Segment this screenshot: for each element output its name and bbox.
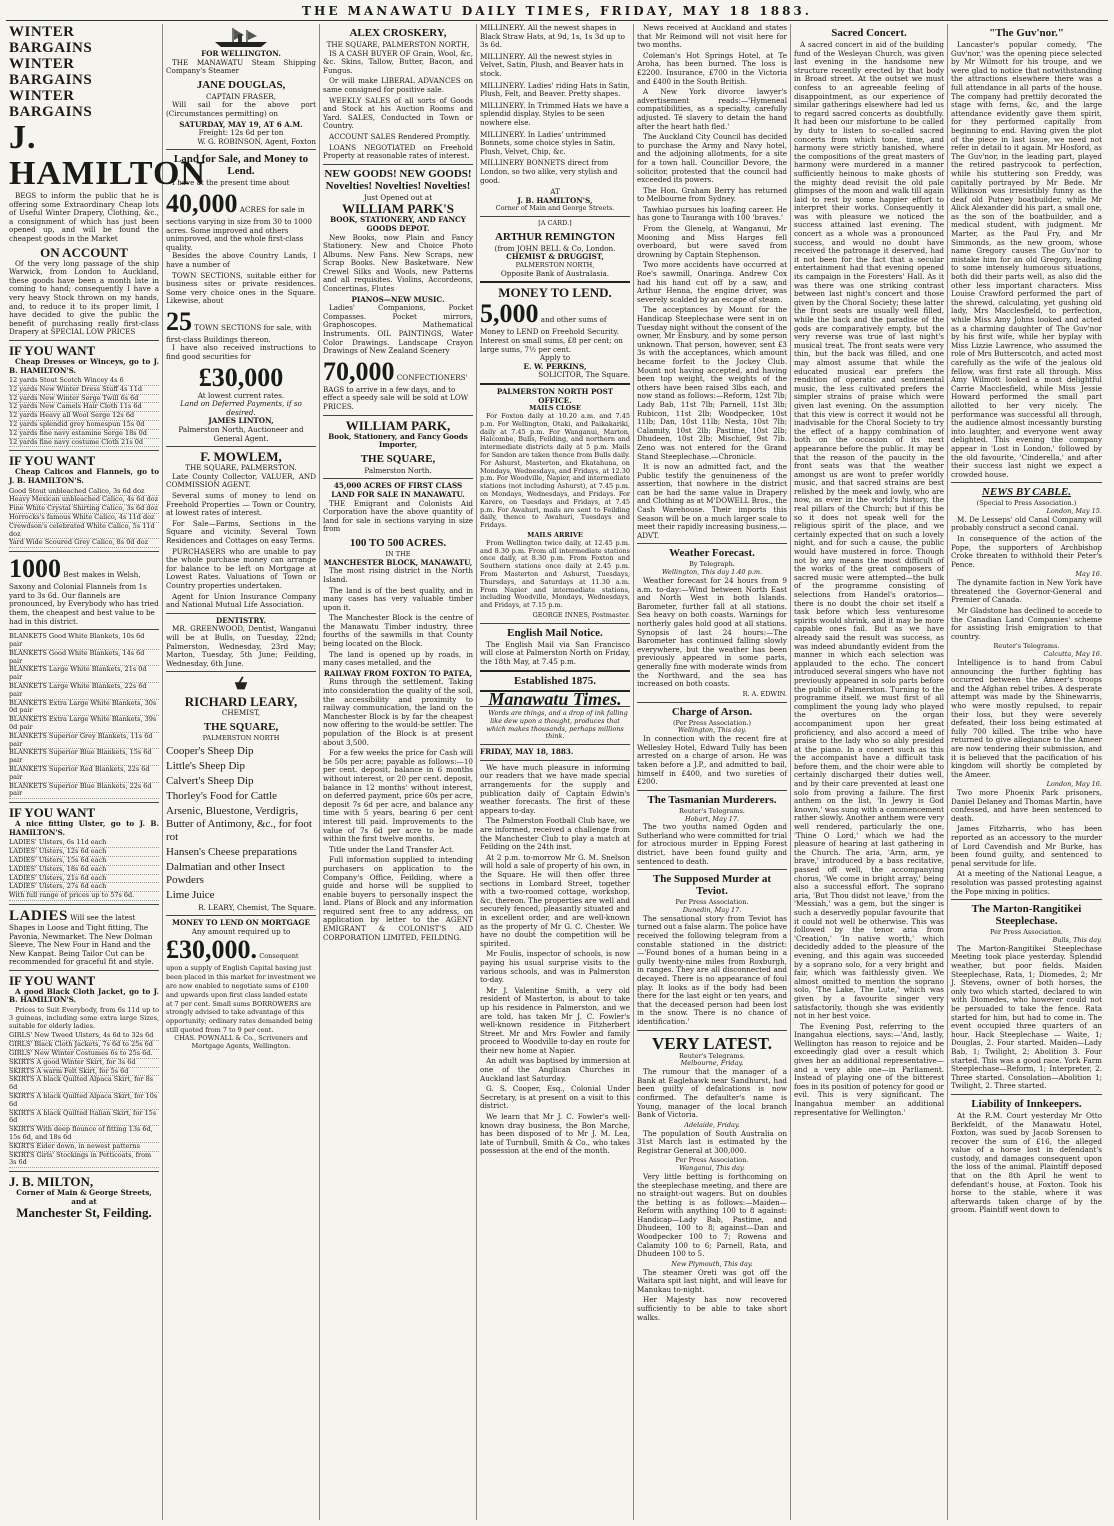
blanket-line: BLANKETS Extra Large White Blankets, 30s 0d pair xyxy=(9,700,159,717)
p7: From the Glenelg, at Wanganui, Mr Mooning and Miss Harges fell overboard, but were saved from drowning by Captain Stephenson. xyxy=(637,224,787,259)
milton-address: Corner of Main & George Streets, and at xyxy=(16,1188,152,1206)
adelaide-text: The population of South Australia on 31st March last is estimated by the Registrar General at 300,000. xyxy=(637,1128,787,1155)
acres-text: ACRES for sale in sections varying in size from 30 to 1000 acres. Some improved and others unimproved, and the whole first-class quality. xyxy=(166,204,313,252)
products-list xyxy=(166,745,316,902)
p9: The acceptances by Mount for the Handicap Steeplechase were sent in on Tuesday night without the consent of the owner, Mr Ensbury, and by some person unknown. That person, however, sent £3 3s with the acceptances, which amount became forfeit to the Jockey Club. Mount not having accepted, and having been top weight, the weights of the others have been raised 3lbs each, and now stand as follows:—Reform, 12st 7lb; Lady Bab, 11st 7lb; Parnell, 11st 3lb; Rubicon, 11st 2lb; Woodpecker, 10st 11lb; Dan, 10st 11lb; Nesta, 10st 7lb; Calamity, 10st 2lb; Pastime, 10st 2lb; Dhudeen, 10st 2lb; Mischief, 9st 7lb. Zeno was not entered for the Grand Stand Steeplechase.—Chronicle. xyxy=(637,305,787,461)
want2-text: Cheap Calicos and Flannels, go to J. B. HAMILTON'S. xyxy=(9,467,159,486)
plymouth-text: The steamer Oreti was got off the Waitara spit last night, and will leave for Manukau to-night. xyxy=(637,1267,787,1294)
milton-name: J. B. MILTON, xyxy=(9,1174,94,1190)
skirt-line: SKIRTS A black Quilted Alpaca Skirt, for 8s 6d xyxy=(9,1076,159,1093)
latest-dateline: Melbourne, Friday. xyxy=(680,1059,744,1068)
foulis: Mr Foulis, inspector of schools, is now paying his usual surprise visits to the various schools, and was in Palmerston to-day. xyxy=(480,949,630,985)
price-line: Horrocks's famous White Calico, 4s 11d doz xyxy=(9,514,159,523)
winter-bargains-1: WINTER BARGAINS xyxy=(9,24,93,56)
p6: Tawhiao pursues his loafing career. He has gone to Tauranga with 100 'braves.' xyxy=(637,204,787,223)
land-intro: I have at the present time about xyxy=(172,178,290,188)
n1000: 1000 xyxy=(9,554,61,584)
weekly: WEEKLY SALES of all sorts of Goods and Stock at his Auction Rooms and Yard. SALES, Conducted in Town or Country. xyxy=(323,95,473,131)
marton-text: The Marton-Rangitikei Steeplechase Meeting took place yesterday. Splendid weather, but poor fields. Maiden Steeplechase, Rata, 1; Diomedes, 2; Mr J. Stevens, owner of both horses, the only two which started, declared to win with Diomedes, who however could not be persuaded to take the fence. Rata started for him, but had to come in. The event occupied three quarters of an hour. Hack Steeplechase — Waite, 1; Douglas, 2. Four started. Maiden—Lady Bab, 1; Twilight, 2; Abolition 3. Four started. This was a good race. York Farm Steeplechase—Reform, 1; Interpreter, 2. Three started. Consolation—Abolition 1; Twilight, 2. Three started. xyxy=(951,943,1102,1091)
weather-dateline: Wellington, This day 1.40 p.m. xyxy=(661,568,763,577)
want4-text: A good Black Cloth Jacket, go to J. B. HAMILTON'S. xyxy=(9,986,159,1005)
guvnor-heading: "The Guv'nor." xyxy=(989,27,1064,39)
mortgage-sum: £30,000. xyxy=(166,935,257,965)
card: [A CARD.] xyxy=(538,219,572,228)
acres-title: 45,000 ACRES OF FIRST CLASS LAND FOR SALE IN MANAWATU. xyxy=(331,481,465,499)
cable-dateline2: May 16. xyxy=(1075,570,1102,579)
cable-dateline: London, May 15. xyxy=(1046,507,1102,516)
adult: An adult was baptised by immersion at one of the Anglican Churches in Auckland last Saturday. xyxy=(480,1056,630,1083)
ulster-line: With full range of prices up to 57s 6d. xyxy=(9,892,159,901)
millinery-item: MILLINERY. Ladies' riding Hats in Satin, Plush, Felt, and Beaver. Pretty shapes. xyxy=(480,80,630,99)
want4-heading: IF YOU WANT xyxy=(9,972,96,988)
cable-text3: The dynamite faction in New York have threatened the Governor-General and Premier of Canada. xyxy=(951,578,1102,605)
mails-arrive: MAILS ARRIVE xyxy=(527,530,583,539)
ulster-line: LADIES' Ulsters, 15s 6d each xyxy=(9,857,159,866)
steamer-text: THE MANAWATU Steam Shipping Company's Steamer xyxy=(166,57,316,76)
concert-heading: Sacred Concert. xyxy=(831,27,907,39)
purchasers: PURCHASERS who are unable to pay the whole purchase money can arrange for balance to be left on Mortgage at Lowest Rates. Valuations of Town or Country properties undertaken. xyxy=(166,546,316,590)
cable-text1: M. De Lesseps' old Canal Company will probably construct a second canal. xyxy=(951,514,1102,533)
skirts-list xyxy=(9,1059,159,1168)
ulster-line: LADIES' Ulsters, 27s 6d each xyxy=(9,883,159,892)
greenwood: MR. GREENWOOD, Dentist, Wanganui will be at Bulls, on Tuesday, 22nd; Palmerston, Wednesday, 23rd May; Marton, Tuesday, 5th June; Feilding, Wednesday, 6th June. xyxy=(166,624,316,668)
close-text: For Foxton daily at 10.20 a.m. and 7.45 p.m. For Wellington, Otaki, and Paikakariki, daily at 7.45 p.m. For Wanganui, Marton, Halcombe, Bulls, Feilding, and northern and intermediate districts daily at 5 p.m. Mails for Sandon are taken thence from Bulls daily. For Ashurst, Masterton, and Ekatahuna, on Mondays, Wednesdays, and Fridays, at 12.30 p.m. For Woodville, Napier, and intermediate stations (not including Ashurst), at 7.45 p.m. on Mondays, Wednesdays, and Fridays. For Karere, on Tuesdays and Fridays, at 7.45 p.m. For Awahuri, mails are sent to Feilding daily, thence to Awahuri, Tuesdays and Fridays. xyxy=(480,412,630,530)
park3: WILLIAM PARK, xyxy=(345,417,451,433)
n1000-text: Best makes in Welsh, Saxony and Colonial Flannels from 1s yard to 3s 6d. Our flannels are pronounced, by Everybody who has tried them, the cheapest and best value to be had in this district. xyxy=(9,570,159,626)
weather-heading: Weather Forecast. xyxy=(669,547,755,560)
ladies-heading: LADIES xyxy=(9,907,68,924)
rates: At lowest current rates. xyxy=(197,390,285,400)
confection: CONFECTIONERS' BAGS to arrive in a few days, and to effect a speedy sale will be sold at LOW PRICES. xyxy=(323,372,469,411)
mortar-icon xyxy=(232,675,250,693)
ship-icon xyxy=(211,26,271,48)
latest-reuter: Reuter's Telegrams. xyxy=(679,1051,745,1060)
farms: For Sale—Farms, Sections in the Square and vicinity. Several Town Residences and Cottages on easy Terms. xyxy=(166,518,316,545)
leary: RICHARD LEARY, xyxy=(184,694,298,710)
editorial: We have much pleasure in informing our readers that we have made special arrangements for the supply and publication daily of Captain Edwin's weather forecasts. The first of these appears to-day. xyxy=(480,762,630,815)
corner: Corner of Main and George Streets. xyxy=(495,204,615,213)
title-act: Title under the Land Transfer Act. xyxy=(329,844,455,854)
millinery-item: MILLINERY BONNETS direct from London, so two alike, very stylish and good. xyxy=(480,158,618,185)
blanket-line: BLANKETS Superior Blue Blankets, 15s 6d pair xyxy=(9,749,159,766)
jackets-text: Prices to Suit Everybody, from 6s 11d up to 3 guineas, including some extra large Sizes, suitable for elderly ladies. xyxy=(9,1006,159,1030)
tasmanian-heading: The Tasmanian Murderers. xyxy=(647,793,777,806)
linton2: Palmerston North, Auctioneer and General Agent. xyxy=(178,425,304,443)
millinery-item: MILLINERY. All the newest shapes in Black Straw Hats, at 9d, 1s, 1s 3d up to 3s 6d. xyxy=(480,23,625,50)
park2: BOOK, STATIONERY, AND FANCY GOODS DEPOT. xyxy=(330,215,466,233)
skirt-line: SKIRTS A black Quilted Alpaca Skirt, for 10s 6d xyxy=(9,1092,158,1108)
cable-dateline3: Calcutta, May 16. xyxy=(1043,650,1102,659)
mails-close: MAILS CLOSE xyxy=(529,404,581,413)
in-the: IN THE xyxy=(385,549,411,558)
crosskery: ALEX CROSKERY, xyxy=(349,27,447,39)
mowlem3: Late County Collector, VALUER, AND COMMISSION AGENT. xyxy=(166,471,316,490)
millinery-list xyxy=(480,24,630,185)
product-line: Arsenic, Bluestone, Verdigris, Butter of Antimony, &c., for foot rot xyxy=(166,804,312,843)
deferred: Land on Deferred Payments, if so desired. xyxy=(180,399,302,417)
manchester: MANCHESTER BLOCK, MANAWATU, xyxy=(323,557,473,567)
sail-date: SATURDAY, MAY 19, AT 6 A.M. xyxy=(179,119,303,129)
blanket-line: BLANKETS Superior Blue Blankets, 22s 6d pair xyxy=(9,783,159,800)
price-line: 12 yards New Winter Dress Stuff 4s 11d xyxy=(9,386,159,395)
product-line: Calvert's Sheep Dip xyxy=(166,774,254,787)
wanganui-text: Very little betting is forthcoming on the steeplechase meeting, and there are no straight-out wagers. But on doubles the betting is as follows:—Maiden—Reform with anything 100 to 8 against: Handicap—Lady Bab, Pastime, and Dhudeen, 100 to 8; against—Dan and Woodpecker 100 to 7; Rowena and Calamity 100 to 6; Parnell, Rata, and Dhudeen 100 to 5. xyxy=(637,1171,787,1259)
begs-text: BEGS to inform the public that he is offering some Extraordinary Cheap lots of Useful Winter Drapery, Clothing, &c., a consignment of which has just been opened up, and will be found the cheapest goods in the Market xyxy=(9,191,159,243)
agent: W. G. ROBINSON, Agent, Foxton xyxy=(197,136,316,146)
sail-text: Will sail for the above port (Circumstances permitting) on xyxy=(166,100,316,118)
p4: The Auckland City Council has decided to purchase the Army and Navy hotel, and the adjoining allotments, for a site for a town hall. Councillor Devore, the solicitor, protested that the council had exceeded its powers. xyxy=(637,132,787,185)
cable-heading: NEWS BY CABLE. xyxy=(981,486,1072,499)
prices1-list xyxy=(9,377,159,447)
want3-heading: IF YOU WANT xyxy=(9,805,96,821)
blanket-line: BLANKETS Large White Blankets, 22s 6d pair xyxy=(9,683,159,700)
evening-post: The Evening Post, referring to the Inangahua elections, says:—'And, lastly, Wellington has reason to rejoice and be exceedingly glad over a result which gives her an additional representative—and a very able one—in Parliament. Instead of playing one of the bitterest foes in its position of potency for good or evil. This is very significant. The Inangahua member an additional representative for Wellington.' xyxy=(794,1021,944,1117)
teviot-dateline: Dunedin, May 17. xyxy=(682,906,742,915)
land-title: Land for Sale, and Money to Lend. xyxy=(173,153,309,178)
ulster-line: LADIES' Ulsters, 6s 11d each xyxy=(9,839,159,848)
arson-text: In connection with the recent fire at Wellesley Hotel, Edward Tully has been arrested on a charge of arson. He was taken before a J.P., and admitted to bail, himself in £400, and two sureties of £200. xyxy=(637,734,787,787)
for-wellington: FOR WELLINGTON. xyxy=(201,49,281,58)
column-3 xyxy=(320,24,477,1520)
freight: Freight: 12s 6d per ton xyxy=(198,128,284,138)
price-line: 12 yards New Winter Serge Twill 6s 6d xyxy=(9,395,159,404)
want2-heading: IF YOU WANT xyxy=(9,453,96,469)
park4: Book, Stationery, and Fancy Goods Importer, xyxy=(328,431,468,450)
arson-dateline: Wellington, This day. xyxy=(677,726,747,735)
price-line: Good Stout unbleached Calico, 3s 6d doz xyxy=(9,488,159,497)
n25: 25 xyxy=(166,306,192,336)
want1-heading: IF YOU WANT xyxy=(9,342,96,358)
innes: GEORGE INNES, Postmaster. xyxy=(532,610,630,619)
adelaide: Adelaide, Friday. xyxy=(684,1120,740,1129)
union: Agent for Union Insurance Company and National Mutual Life Association. xyxy=(166,591,316,610)
rising: The most rising district in the North Island. xyxy=(323,566,473,584)
cable-text5: Intelligence is to hand from Cabul announcing the further fighting has occurred between the Ameer's troops and the Afghan rebel tribes. A desperate attempt was made by the Shinewarris, who were mostly repulsed, to repair their loss, but they were severely defeated, their loss being estimated at fully 700 killed. The tribe who have returned to give allegiance to the Ameer are now tendering their submission, and it is believed that the pacification of his kingdom will shortly be completed by the Ameer. xyxy=(951,657,1102,779)
blanket-line: BLANKETS Good White Blankets, 14s 6d pair xyxy=(9,650,159,667)
tas-reuter: Reuter's Telegrams. xyxy=(679,806,745,815)
want1-text: Cheap Dresses or Winceys, go to J. B. HAMILTON'S. xyxy=(9,356,159,375)
established: Established 1875. xyxy=(514,674,596,687)
cable-dateline4: London, May 16. xyxy=(1046,780,1102,789)
crosskery2: THE SQUARE, PALMERSTON NORTH, xyxy=(326,40,470,49)
sale: At 2 p.m. to-morrow Mr G. M. Snelson will hold a sale of property of his own, in the Square. He will then offer three sections in Lombard Street, together with a two-roomed cottage, workshop, &c, thereon. The properties are well and securely fenced, pleasantly situated and in excellent order, and are well-known as the property of Mr G. C. Chester. We have no doubt the competition will be spirited. xyxy=(480,852,630,948)
p5: The Hon. Graham Berry has returned to Melbourne from Sydney. xyxy=(637,185,787,204)
teviot-text: The sensational story from Teviot has turned out a false alarm. The police have received the following telegram from a constable stationed in the district:—'Found bones of a human being in a gully twenty-nine miles from Roxburgh, in ranges. They are all disconnected and decayed. There is no appearance of foul play. It looks as if the body had been there for the last eight or ten years, and that the deceased person had been lost in the snow. There is no chance of identification.' xyxy=(637,913,787,1026)
linton: JAMES LINTON, xyxy=(208,416,274,426)
millinery-item: MILLINERY. In Ladies' untrimmed Bonnets, some choice styles in Satin, Plush, Velvet, Chip, &c. xyxy=(480,129,616,156)
store-name: J. HAMILTON xyxy=(9,119,206,192)
skirt-line: SKIRTS Girls' Stockings in Petticoats, from 3s 6d xyxy=(9,1152,159,1169)
p10: It is now an admitted fact, and the Public testify the genuineness of the assertion, that nowhere in the district can be had the same value in Drapery and Clothing as at M'DOWELL Bros., the Cash Warehouse. Their imports this Season will be on a much larger scale to meet their rapidly increasing business.—ADVT. xyxy=(637,462,787,540)
ulster-line: LADIES' Ulsters, 18s 6d each xyxy=(9,866,159,875)
price-line: 12 yards New Camels Hair Cloth 11s 6d xyxy=(9,403,159,412)
park5: THE SQUARE, xyxy=(360,452,436,465)
ulster-line: LADIES' Ulsters, 21s 6d each xyxy=(9,875,159,884)
latest-heading: VERY LATEST. xyxy=(651,1033,772,1053)
guvnor-text: Lancaster's popular comedy, 'The Guv'nor,' was the opening piece selected by Mr Wilmott for his troupe, and we were glad to notice that notwithstanding the attractions elsewhere there was a full attendance in all parts of the house. The company had prettily decorated the stage with ferns, &c, and the large attendance evidently gave them spirit, for they performed capitally from beginning to end. Having given the plot of the piece in last issue, we need not refer in detail to it again. Mr Hosford, as The Guv'nor, in the leading part, played the retired pastrycook to perfection, while his stuttering son Freddy, was capitally portrayed by Mr Bede. Mr Wilkinson was irresistibly funny as the deaf old Putney boatbuilder, while Mr Alick Alexander did his part, a small one, as the son of the boatbuilder, and a medical student, with judgment. Mr Marter, as the Paul Fry, and Mr Simmonds, as the new groom, whose name Gregory causes The Guv'nor to mistake him for an old Gregory, leading to some intensely humorous situations, both did their parts well, as also did the other less important characters. Miss Louise Crawford performed the part of the shrewd, calculating, yet gushing old lady, Mrs Macclesfield, to perfection, while Miss Amy Johns looked and acted as a charming daughter of The Guv'nor by his first wife, while her byplay with Miss Lizzie Lawrence, who assumed the role of Mrs Butterscotch, and acted most carefully as the wife of the jealous old fellow, was first rate all through. Miss Amy Wilmott looked a most delightful Carrie Macclesfield, while Miss Jessie Howard performed the small part allotted to her very nicely. The performance was successful all through, the audience almost incessantly bursting into laughter, and everyone went away delighted. This evening the company appear in 'Lost in London,' followed by the old favourite, 'Cinderella,' and after their success last night we expect a crowded house. xyxy=(951,40,1102,479)
account: ACCOUNT SALES Rendered Promptly. xyxy=(329,131,471,141)
price-line: Crewdson's celebrated White Calico, 5s 11d doz xyxy=(9,523,159,540)
railway: RAILWAY FROM FOXTON TO PATEA, xyxy=(323,668,473,678)
skirt-line: SKIRTS Eider down, in newest patterns xyxy=(9,1143,159,1152)
remington2: (from JOHN BELL & Co, London. xyxy=(494,243,616,253)
ulster-line: LADIES' Ulsters, 12s 6d each xyxy=(9,848,159,857)
cable-text7: James Fitzharris, who has been reported as an accessory to the murder of Lord Cavendish and Mr Burke, has been found guilty, and sentenced to penal servitude for life. xyxy=(951,824,1102,868)
money-lend: MONEY TO LEND. xyxy=(498,285,612,301)
edwin: R. A. EDWIN. xyxy=(742,689,787,698)
at: AT xyxy=(550,187,560,197)
cable-pa: (Special to Press Association.) xyxy=(976,499,1077,508)
latest-text: The rumour that the manager of a Bank at Eaglehawk near Sandhurst, had been guilty of defalcations is now confirmed. The defaulter's name is Young, manager of the local branch Bank of Victoria. xyxy=(637,1067,787,1120)
remington3: CHEMIST & DRUGGIST, xyxy=(506,252,604,262)
ulsters-list xyxy=(9,839,159,901)
on-account-heading: ON ACCOUNT xyxy=(40,244,128,260)
column-7 xyxy=(948,24,1105,1520)
skirt-line: SKIRTS A good Winter Skirt, for 3s 6d xyxy=(9,1059,159,1068)
cooper: G. S. Cooper, Esq., Colonial Under Secretary, is at present on a visit to this district. xyxy=(480,1084,630,1111)
crosskery4: Or will make LIBERAL ADVANCES on same consigned for positive sale. xyxy=(323,76,473,94)
want3-text: A nice fitting Ulster, go to J. B. HAMILTON'S. xyxy=(9,819,159,837)
p3: A New York divorce lawyer's advertisement reads:—'Hymeneal compatibilities, as a specialty, carefully adjusted. Té slavery to detain the hand after the heart hath fled.' xyxy=(637,87,787,131)
p1: News received at Auckland and states that Mr Reimond will not visit here for two months. xyxy=(637,23,787,50)
price-line: 12 yards Heavy all Wool Serge 12s 6d xyxy=(9,412,159,421)
price-line: Fine White Crystal Shirting Calico, 3s 6d doz xyxy=(9,504,158,513)
ship-name: JANE DOUGLAS, xyxy=(196,78,286,91)
price-line: 12 yards fine navy costume Cloth 21s 0d xyxy=(9,439,159,448)
blanket-line: BLANKETS Good White Blankets, 10s 6d pair xyxy=(9,633,159,650)
tas-dateline: Hobart, May 17. xyxy=(684,814,740,823)
price-line: Heavy Mexican unbleached Calico, 4s 6d doz xyxy=(9,495,159,504)
column-5 xyxy=(634,24,791,1520)
remington4: PALMERSTON NORTH, xyxy=(515,261,595,270)
price-line: 12 yards splendid grey homespun 15s 0d xyxy=(9,421,159,430)
skirt-line: SKIRTS With deep flounce of fitting 13s 6d, 15s 6d, and 18s 6d xyxy=(9,1126,159,1143)
motto: Words are things, and a drop of ink falling like dew upon a thought, produces that which makes thousands, perhaps millions think. xyxy=(486,709,628,741)
prices2-list xyxy=(9,488,159,549)
price-line: 12 yards Stout Scotch Wincey 4s 6 xyxy=(9,377,159,386)
mowlem: F. MOWLEM, xyxy=(200,449,282,465)
skirt-line: SKIRTS A warm Felt Skirt, for 5s 6d xyxy=(9,1068,159,1077)
girls-line: GIRLS' Black Cloth Jackets, 7s 6d to 25s 6d xyxy=(9,1041,159,1050)
fowler: We learn that Mr J. C. Fowler's well-known dray business, the Bon Marche, has been disposed of to Mr J. M. Lea, late of Turnbull, Smith & Co., who takes possession at the end of the month. xyxy=(480,1112,630,1156)
palm: PALMERSTON NORTH xyxy=(202,733,280,742)
marton-heading: The Marton-Rangitikei Steeplechase. xyxy=(971,903,1082,928)
blankets-list xyxy=(9,633,159,799)
cable-text2: In consequence of the action of the Pope, the supporters of Archbishop Croke threaten to withhold their Peter's Pence. xyxy=(951,534,1102,569)
opened: Just Opened out at xyxy=(363,192,433,202)
english-text: The English Mail via San Francisco will close at Palmerston North on Friday, the 18th May, at 7.45 p.m. xyxy=(480,639,630,666)
hamilton: J. B. HAMILTON'S, xyxy=(517,195,593,205)
n70000: 70,000 xyxy=(323,356,395,386)
blanket-line: BLANKETS Superior Red Blankets, 22s 6d pair xyxy=(9,766,159,783)
square: THE SQUARE, xyxy=(203,720,279,733)
pianos: PIANOS—NEW MUSIC. xyxy=(351,294,445,304)
issue-date: FRIDAY, MAY 18, 1883. xyxy=(480,747,574,757)
marton-dateline: Bulls, This day. xyxy=(1052,936,1102,945)
leary-sig: R. LEARY, Chemist, The Square. xyxy=(198,902,316,912)
column-6 xyxy=(791,24,948,1520)
post-office: PALMERSTON NORTH POST OFFICE. xyxy=(496,387,614,405)
loans: LOANS NEGOTIATED on Freehold Property at reasonable rates of interest. xyxy=(323,142,473,161)
park: WILLIAM PARK'S xyxy=(341,201,455,217)
winter-bargains-3: WINTER BARGAINS xyxy=(9,88,93,120)
pownall: CHAS. POWNALL & Co., Scriveners and Mortgage Agents, Wellington. xyxy=(174,1033,308,1050)
mowlem2: THE SQUARE, PALMERSTON. xyxy=(185,463,297,473)
arson-pa: (Per Press Association.) xyxy=(673,718,751,727)
captain: CAPTAIN FRASER, xyxy=(206,91,276,101)
weather-by: By Telegraph. xyxy=(689,560,735,569)
product-line: Hansen's Cheese preparations xyxy=(166,845,297,858)
money-amount: £30,000 xyxy=(198,362,284,392)
chemist: CHEMIST, xyxy=(221,708,261,718)
arson-heading: Charge of Arson. xyxy=(671,705,753,718)
blanket-line: BLANKETS Superior Grey Blankets, 11s 6d pair xyxy=(9,733,159,750)
masthead: THE MANAWATU DAILY TIMES, FRIDAY, MAY 18 1883. xyxy=(6,4,1108,21)
blanket-line: BLANKETS Extra Large White Blankets, 39s 0d pair xyxy=(9,716,159,733)
crosskery3: IS A CASH BUYER OF Grain, Wool, &c, &c. Skins, Tallow, Butter, Bacon, and Fungus. xyxy=(323,48,473,75)
liability-text: At the R.M. Court yesterday Mr Otto Berkfeldt, of the Manawatu Hotel, Foxton, was sued by Jacob Sorensen to recover the sum of £16, the alleged value of a horse lost in defendant's custody, and damages consequent upon the loss of the animal. Plaintiff deposed that on the 8th April he went to defendant's house, at Foxton. Took his horse to the stable, where it was afterwards taken charge of by the groom. Plaintiff went down to xyxy=(951,1110,1102,1215)
plymouth: New Plymouth, This day. xyxy=(671,1259,753,1268)
tas-text: The two youths named Ogden and Sutherland who were committed for trial for atrocious murder in Epping Forest district, have been found guilty and sentenced to death. xyxy=(637,822,787,866)
mortgage-text: Consequent upon a supply of English Capital having just been placed in this market for investment we are now enabled to negotiate sums of £100 and upwards upon first class landed estate at 7 per cent. Small sums BORROWERS are strongly advised to take advantage of this opportunity; ordinary rates demanded being still quoted from 7 to 9 per cent. xyxy=(166,952,316,1035)
mortgage-title: MONEY TO LEND ON MORTGAGE xyxy=(172,918,310,928)
warwick-text: Of the very long passage of the ship Warwick, from London to Auckland, these goods have been a month late in coming to hand; consequently I have a very heavy Stock thrown on my hands, and, to reduce it to its proper limit, I have decided to give the public the benefit of purchasing really first-class Drapery at SPECIAL LOW PRICES xyxy=(9,258,159,337)
teviot-heading: The Supposed Murder at Teviot. xyxy=(652,873,772,898)
product-line: Little's Sheep Dip xyxy=(166,759,245,772)
roads: The land is opened up by roads, in many cases metalled, and the xyxy=(323,649,473,668)
ladies-text: Will see the latest Shapes in Loose and Tight fitting, The Pavonia, Newmarket. The New Dolman Sleeve, The New Four in Hand and the New Kanpat. Being Tailor Cut can be recommended for graceful fit and style. xyxy=(9,912,154,967)
cable-text6: Two more Phoenix Park prisoners, Daniel Delaney and Thomas Martin, have confessed, and have been sentenced to death. xyxy=(951,788,1102,823)
smith: Mr J. Valentine Smith, a very old resident of Masterton, is about to take up his residence in Palmerston, and we are told, has taken Mr J. C. Fowler's well-known residence in Fitzherbert Street. Mr and Mrs Fowler and family proceed to Woodville to-day en route for their new home at Napier. xyxy=(480,985,630,1055)
millinery-item: MILLINERY. In Trimmed Hats we have a splendid display. Styles to be seen nowhere else. xyxy=(480,100,629,127)
marton-pa: Per Press Association. xyxy=(990,928,1063,937)
liability-heading: Liability of Innkeepers. xyxy=(971,1097,1082,1110)
weather-text: Weather forecast for 24 hours from 9 a.m. to-day:—Wind between North East and North West in both Islands. Barometer, further fall at all stations. Sea heavy on both coasts. Warnings for northerly gales hold good at all stations. Synopsis of last 24 hours:—The Barometer has continued falling slowly everywhere, but the weather has been previously appeared in some parts, generally fine with moderate winds from the Northward, and the sea has increased on both coasts. xyxy=(637,576,787,689)
teviot-pa: Per Press Association. xyxy=(675,898,749,907)
quality: The land is of the best quality, and in many cases has very valuable timber upon it. xyxy=(323,585,473,612)
ladies-comp: Ladies' Companions, Pocket Compasses. Pocket mirrors, Graphoscopes. Mathematical Instruments. OIL PAINTINGS, Water Color Drawings. Landscape Crayon Drawings of New Zealand Scenery xyxy=(323,303,473,356)
n5000: 5,000 xyxy=(480,299,539,329)
column-4 xyxy=(477,24,634,1520)
besides-text: Besides the above Country Lands, I have a number of xyxy=(166,251,316,269)
p8: Two more accidents have occurred at Roe's sawmill, Onaringa. Andrew Cox had his hand cut off by a saw, and Arthur Henna, the engine driver, was severely scalded by an escape of steam. xyxy=(637,260,787,304)
centre: The Manchester Block is the centre of the Manawatu Timber industry, three fourths of the sawmills in that County being located on the Block. xyxy=(323,613,473,649)
millinery-item: MILLINERY. All the newest styles in Velvet, Satin, Plush, and Beaver hats in stock. xyxy=(480,51,624,78)
column-2 xyxy=(163,24,320,1520)
cable-text8: At a meeting of the National League, a resolution was passed protesting against the Pope mixing in politics. xyxy=(951,869,1102,896)
remington5: Opposite Bank of Australasia. xyxy=(500,268,610,278)
girls-line: GIRLS' New Winter Costumes 6s to 25s 6d. xyxy=(9,1050,159,1059)
park-items: New Books, now Plain and Fancy Stationery. New and Choice Photo Albums. New Fans. New Scraps, new Scrap Books. New Basketware. New Crewel Silks and Wools, new Patterns and all requisites. Violins, Accordeons, Concertinas, Flutes xyxy=(323,232,473,294)
dentistry: DENTISTRY. xyxy=(216,615,266,625)
skirt-line: SKIRTS A black Quilted Italian Skirt, for 15s 6d xyxy=(9,1110,159,1127)
town-text: TOWN SECTIONS, suitable either for business sites or private residences. Some very choice ones in the Square. Likewise, about xyxy=(166,270,316,306)
product-line: Cooper's Sheep Dip xyxy=(166,744,254,757)
times-title: Manawatu Times. xyxy=(488,688,622,709)
park6: Palmerston North. xyxy=(364,465,432,475)
girls-line: GIRLS' New Tweed Ulsters, 4s 6d to 32s 6d xyxy=(9,1032,159,1041)
p2: Coleman's Hot Springs Hotel, at Te Aroha, has been burned. The loss is £2200. Insurance, £700 in the Victoria and £400 in the South British. xyxy=(637,50,787,86)
runs: Runs through the settlement. Taking into consideration the quality of the soil, the accessibility and proximity to railway communication, the land on the Manchester Block is by far the cheapest now offering to the would-be settler. The population of the Block is at present about 3,500. xyxy=(323,677,473,747)
acres-range: 100 TO 500 ACRES. xyxy=(349,536,447,549)
info: Full information supplied to intending purchasers on application to the Company's Office, Feilding, where a guide and horse will be supplied to enable buyers to personally inspect the land. Plans of Block and any information required sent free to any address, on application by letter to the AGENT EMIGRANT & COLONIST'S AID CORPORATION LIMITED, FEILDING. xyxy=(323,855,473,942)
new-goods: NEW GOODS! NEW GOODS! Novelties! Novelties! Novelties! xyxy=(324,167,472,192)
milton-feilding: Manchester St, Feilding. xyxy=(16,1205,152,1221)
lend-text: and other sums of Money to LEND on Freehold Security. Interest on small sums, £8 per cent; on large sums, 7½ per cent. xyxy=(480,315,623,354)
product-line: Dalmatian and other Insect Powders xyxy=(166,860,285,886)
perkins: E. W. PERKINS, xyxy=(523,361,587,371)
mowlem4: Several sums of money to lend on Freehold Properties — Town or Country, at lowest rates of interest. xyxy=(166,491,316,518)
town2-text: TOWN SECTIONS for sale, with first-class Buildings thereon. xyxy=(166,322,312,344)
emigrant: THE Emigrant and Colonists Aid Corporation have the above quantity of land for sale in sections varying in size from xyxy=(323,498,473,534)
concert-text: A sacred concert in aid of the building fund of the Wesleyan Church, was given last evening in the handsome new structure recently erected by that body in Broad street. At the outset we must confess to an agreeable feeling of disappointment, as our experience of similar gatherings elsewhere had led us to regard sacred concerts as doubtfully. It had been our misfortune to be called by duty to listen to so-called sacred concerts from which tone, time, and harmony were strictly banished, where the compositions of the great masters of harmony were murdered in a manner sufficiently heinous to make ghosts of the mighty dead revisit the old pale glimpses of the moon and walk till again laid to rest by some happier effort to interpret their works. Consequently it was with pleasure we noticed the success attained last evening. The concert as a whole was a pronounced success, and would no doubt have received the patronage it deserved, had it not been for the fact that a secular entertainment had that evening opened its campaign in the Foresters' Hall. As it was there was one striking contrast between last night's concert and those given by the Choral Society; these latter the front seats are usually well filled, while the back and the paradise of the gods are comparatively empty, but the very reverse was true of last night's musical treat. The front seats were very thin, but the back was filled, and one may almost assume that while the educated musical ear prefers the rendition of operatic and sentimental music, the less cultivated prefers the simpler strains of praise which were given last evening. On the assumption that this view is correct it would not be inadvisable for the Choral Society to try the effect of a happy combination of both on the occasion of its next appearance before the public. It may be that the reason of the paucity in the front seats was that the weather amongst us are wont to prefer worldly music, and that sacred strains are best relished by the meek and lowly, who are now, as ever in the world's history, the real pillars of the Church; but if this be so it does not speak well for the religious spirit of the place, and we certainly expected that on such a lovely night, and for such a cause, the public would have mustered in force. Though not by any means the most difficult of the works of the great composers of sacred music were attempted—the bulk of the programme consisting of selections from Handel's oratorios—there is no doubt the choir set itself a task before which less venturesome spirits would shrink, and it may be more capable ones fail. But as we have already said the result was success, as was indeed abundantly evident from the manner in which each selection was applauded to the echo. The concert introduced several singers who have not previously appeared in solo parts before the public of Palmerston. Turning to the programme itself, we must first of all compliment the young lady who played the overtures on the organ accompaniment upon her great proficiency, and also accord a meed of praise to the lady who so ably presided at the piano. In a concert such as this the accompanist have a difficult task before them, and the choir were able to certainly discharged their duties well, and by their care prevented at least one solo from proving a failure. The first anthem on the list, 'In Jewry is God known,' was sung with a commencement rather slowly. Another anthem were very well rendered, particularly the one, 'Thine O Lord,' which we had the pleasure of hearing at last gathering in the Church. The aria, 'Arm, arm, ye brave,' introduced by a bass recitative, passed off well, the accompanying chorus, 'We come in bright array,' being also a successful effort. The soprano aria, 'But Thou didst not leave,' from the 'Messiah,' was a gem, but the singer is such a deservedly popular favourite that it could not well be otherwise. This was followed by the tenor aria from 'Creation,' 'In native worth,' which decidedly added to the pleasure of the evening, and this again was succeeded by a soprano solo, for a very bright and fair, which was faithlessly given. We almost omitted to mention the soprano solo, 'The Lake, The Lute,' which was given by a favourite singer very satisfactorily, though she was evidently not in her best voice. xyxy=(794,40,944,1021)
mortgage-intro: Any amount required up to xyxy=(191,926,291,936)
girls-list xyxy=(9,1032,159,1058)
solicitor: SOLICITOR, The Square. xyxy=(538,370,630,380)
cable-text4: Mr Gladstone has declined to accede to the Canadian Land Companies' scheme for assisting Irish emigration to that country. xyxy=(951,606,1102,641)
blanket-line: BLANKETS Large White Blankets, 21s 0d pair xyxy=(9,666,159,683)
wanganui: Wanganui, This day. xyxy=(679,1164,745,1173)
arrive-text: From Wellington twice daily, at 12.45 p.m. and 8.30 p.m. From all intermediate stations once daily, at 8.30 p.m. From Foxton and Southern stations once daily at 2.45 p.m. From Masterton and Ashurst, Tuesdays, Thursdays, and Saturdays at 11.30 a.m. From Napier and intermediate stations, including Woodville, Mondays, Wednesdays, and Fridays, at 7.15 p.m. xyxy=(480,538,630,610)
apply: Apply to xyxy=(539,353,571,363)
product-line: Thorley's Food for Cattle xyxy=(166,789,278,802)
majesty: Her Majesty has now recovered sufficiently to be able to take short walks. xyxy=(637,1295,787,1322)
product-line: Lime Juice xyxy=(166,888,215,901)
funds-text: I have also received instructions to find good securities for xyxy=(166,343,316,362)
wanganui-pa: Per Press Association. xyxy=(675,1156,749,1165)
winter-bargains-2: WINTER BARGAINS xyxy=(9,56,93,88)
price-line: 12 yards fine navy estamine Serge 18s 0d xyxy=(9,430,159,439)
terms: For a few weeks the price for Cash will be 50s per acre; payable as follows:—10 per cent. deposit, balance in 6 months without interest, or 20 per cent. deposit, balance in 12 months' without interest, on deferred payment, price 60s per acre, deposit 7s 6d per acre, and balance any time with 5 years, bearing 6 per cent interest till paid. Improvements to the value of 7s 6d per acre to be made within the first twelve months. xyxy=(323,748,474,844)
cable-reuter: Reuter's Telegrams. xyxy=(993,642,1060,651)
remington: ARTHUR REMINGTON xyxy=(494,230,616,243)
english-mail: English Mail Notice. xyxy=(507,626,603,639)
football: The Palmerston Football Club have, we are informed, received a challenge from the Manchester Club to play a match at Feilding on the 24th inst. xyxy=(480,816,630,852)
price-line: Yard Wide Scoured Grey Calico, 8s 0d doz xyxy=(9,539,159,548)
acres-number: 40,000 xyxy=(166,188,238,218)
